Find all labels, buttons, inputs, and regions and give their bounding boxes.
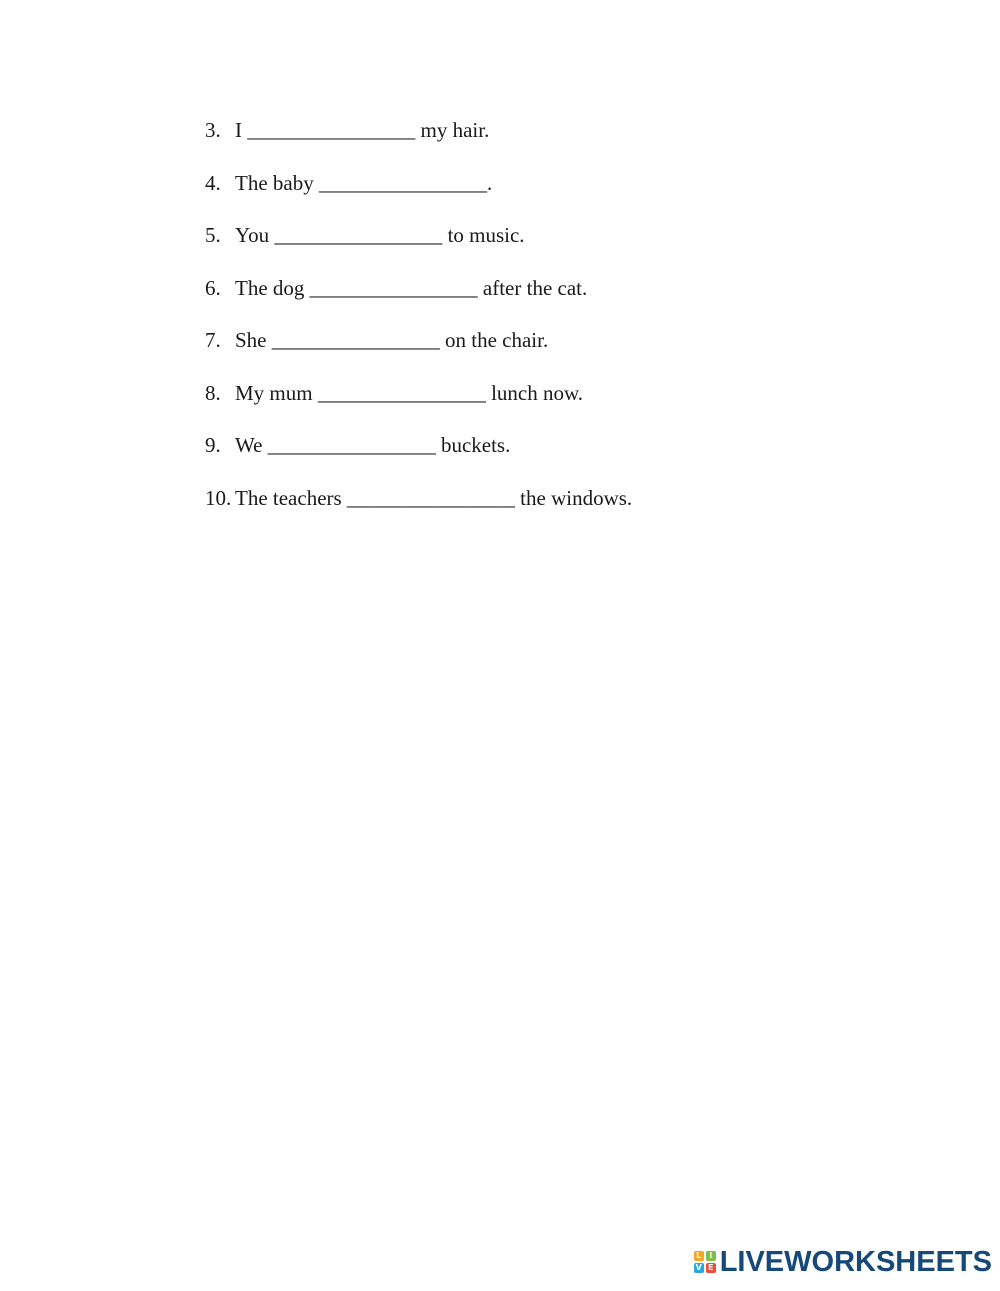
item-sentence: I ________________ my hair.	[235, 118, 490, 142]
item-sentence: My mum ________________ lunch now.	[235, 380, 584, 405]
exercise-item-10	[205, 482, 905, 535]
item-number: 10.	[205, 485, 232, 510]
exercise-list	[205, 114, 905, 534]
logo-block: I	[706, 1251, 716, 1261]
exercise-item-9	[205, 429, 905, 482]
logo-blocks-icon	[694, 1251, 716, 1273]
exercise-item-4	[205, 167, 905, 220]
item-sentence: You ________________ to music.	[235, 223, 525, 247]
item-number: 6.	[205, 275, 221, 300]
item-number: 5.	[205, 223, 221, 247]
item-sentence: We ________________ buckets.	[235, 433, 511, 457]
exercise-item-7	[205, 324, 905, 377]
logo-block: L	[694, 1251, 704, 1261]
logo-block: E	[706, 1263, 716, 1273]
item-sentence: The teachers ________________ the windows.	[235, 485, 633, 510]
item-number: 3.	[205, 118, 221, 142]
exercise-item-5	[205, 219, 905, 272]
exercise-item-6	[205, 272, 905, 325]
liveworksheets-logo	[694, 1247, 992, 1277]
item-number: 9.	[205, 433, 221, 457]
item-sentence: The baby ________________.	[235, 170, 493, 195]
item-sentence: The dog ________________ after the cat.	[235, 275, 588, 300]
exercise-item-8	[205, 377, 905, 430]
item-number: 8.	[205, 380, 221, 405]
item-sentence: She ________________ on the chair.	[235, 328, 549, 352]
logo-block: V	[695, 1263, 702, 1272]
logo-text: LIVEWORKSHEETS	[719, 1246, 992, 1278]
exercise-item-3	[205, 114, 905, 167]
item-number: 4.	[205, 170, 221, 195]
item-number: 7.	[205, 328, 221, 352]
